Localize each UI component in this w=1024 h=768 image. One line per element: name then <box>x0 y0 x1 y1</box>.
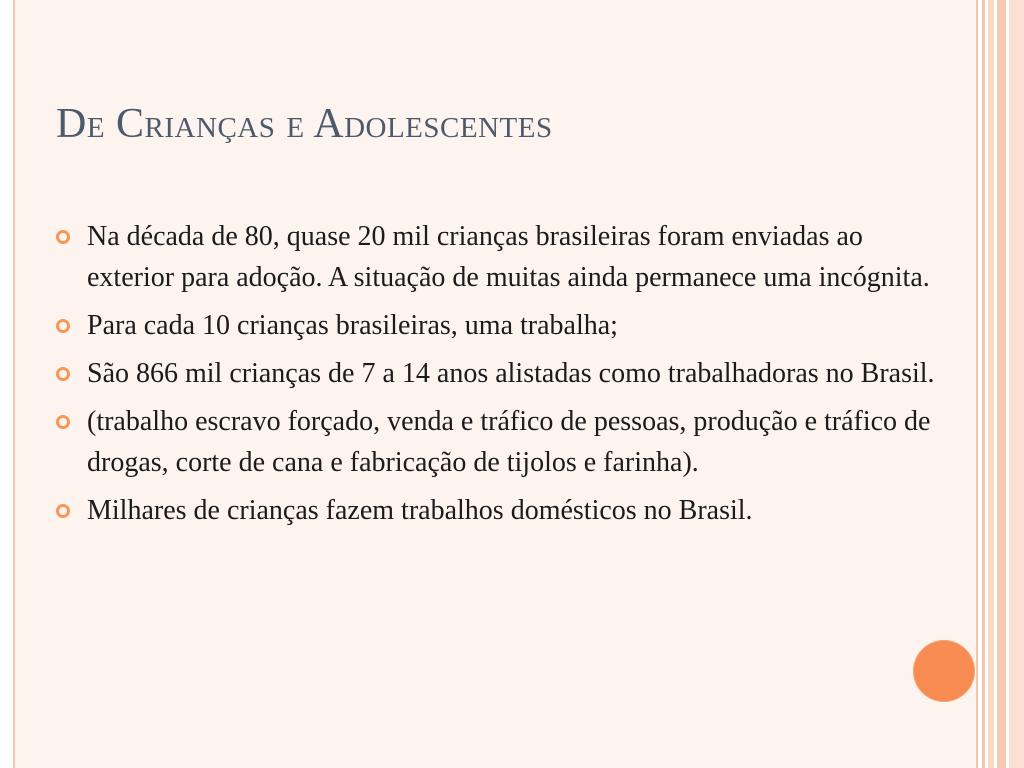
bullet-item <box>56 490 956 531</box>
bullet-list <box>56 216 956 538</box>
decorative-stripe <box>988 0 994 768</box>
bullet-text: Na década de 80, quase 20 mil crianças brasileiras foram enviadas ao exterior para adoção. A situação de muitas ainda permanece uma incógnita. <box>87 221 930 293</box>
bullet-icon <box>56 319 70 333</box>
orange-circle-icon <box>913 640 975 702</box>
slide-title: De Crianças e Adolescentes <box>56 101 553 147</box>
bullet-text: (trabalho escravo forçado, venda e tráfico de pessoas, produção e tráfico de drogas, corte de cana e fabricação de tijolos e farinha). <box>87 406 931 478</box>
bullet-item <box>56 305 956 346</box>
bullet-item <box>56 401 956 483</box>
bullet-text: Milhares de crianças fazem trabalhos domésticos no Brasil. <box>87 495 753 526</box>
bullet-icon <box>56 230 70 244</box>
bullet-item <box>56 353 956 394</box>
bullet-text: São 866 mil crianças de 7 a 14 anos alistadas como trabalhadoras no Brasil. <box>87 358 935 389</box>
bullet-text: Para cada 10 crianças brasileiras, uma trabalha; <box>87 310 618 341</box>
bullet-icon <box>56 367 70 381</box>
decorative-stripe <box>997 0 1006 768</box>
bullet-icon <box>56 504 70 518</box>
bullet-item <box>56 216 956 298</box>
decorative-stripe <box>982 0 985 768</box>
bullet-icon <box>56 415 70 429</box>
decorative-stripe <box>1009 0 1024 768</box>
